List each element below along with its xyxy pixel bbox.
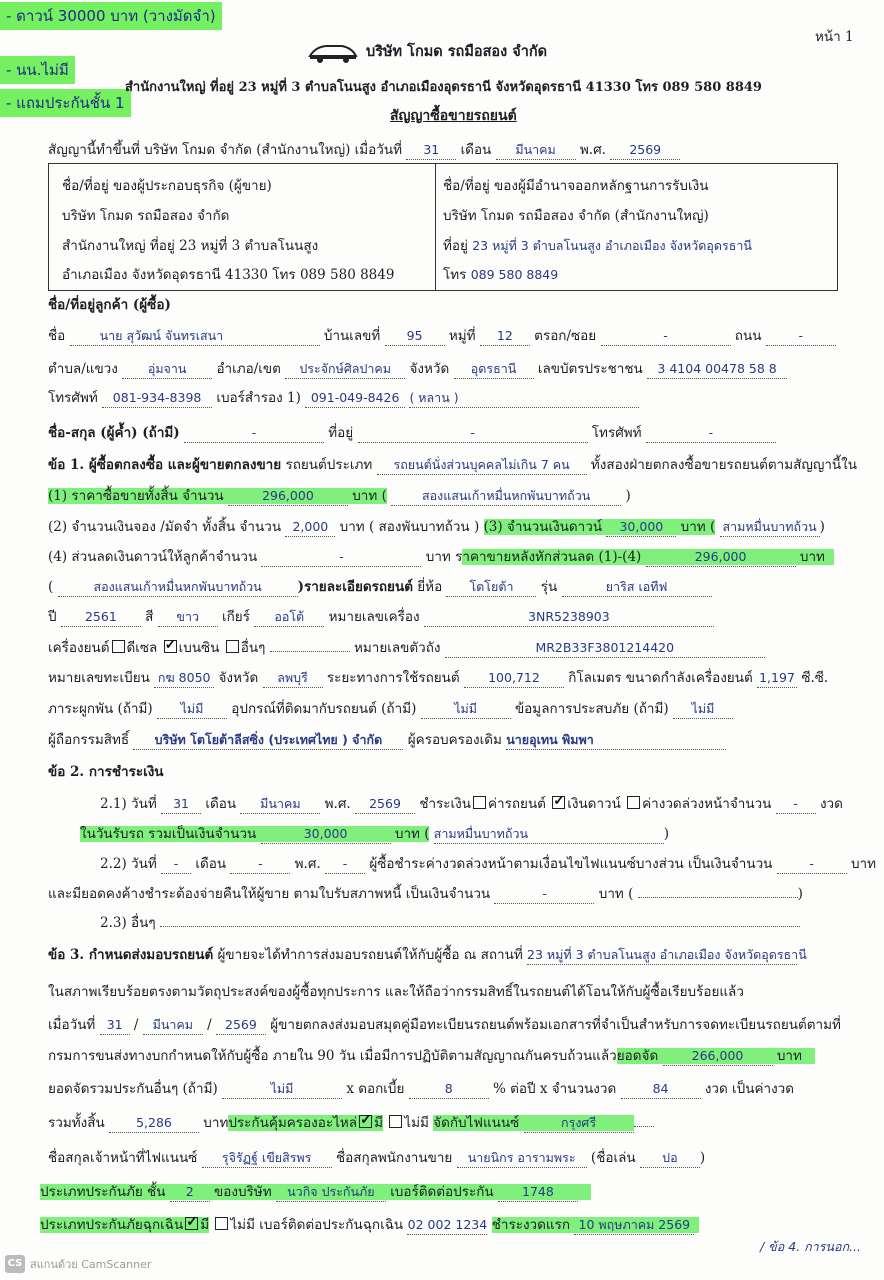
- installment-row: รวมทั้งสิ้น 5,286 บาทประกันคุ้มครองอะไหล่✓ มี ไม่มี จัดกับไฟแนนซ์ กรุงศรี: [48, 1114, 654, 1133]
- seller-right-2: บริษัท โกมด รถมือสอง จำกัด (สำนักงานใหญ่): [443, 208, 709, 224]
- diesel-checkbox[interactable]: [112, 640, 125, 653]
- parts-insurance-no-checkbox[interactable]: [389, 1115, 402, 1128]
- seller-left-3: สำนักงานใหญ่ ที่อยู่ 23 หมู่ที่ 3 ตำบลโนนสูง: [62, 238, 319, 254]
- company-name: บริษัท โกมด รถมือสอง จำกัด: [366, 43, 548, 60]
- engine-type-row: เครื่องยนต์ ดีเซล ✓ เบนซิน อื่นๆ หมายเลขตัวถัง MR2B33F3801214420: [48, 639, 765, 658]
- car-year-row: ปี 2561 สี ขาว เกียร์ ออโต้ หมายเลขเครื่อง 3NR5238903: [48, 608, 714, 627]
- advance-installment-checkbox[interactable]: [627, 796, 640, 809]
- payment-2-2-row: 2.2) วันที่ - เดือน - พ.ศ. - ผู้ซื้อชำระค่างวดล่วงหน้าตามเงื่อนไขไฟแนนซ์บางส่วน เป็นเงินจำนวน - บาท: [100, 856, 877, 872]
- plate-row: หมายเลขทะเบียน กฆ 8050 จังหวัด ลพบุรี ระยะทางการใช้รถยนต์ 100,712 กิโลเมตร ขนาดกำลังเครื่องยนต์ 1,197 ซี.ซี.: [48, 670, 829, 686]
- emergency-insurance-row: ประเภทประกันภัยฉุกเฉิน✓ มี ไม่มี เบอร์ติดต่อประกันฉุกเฉิน 02 002 1234 ชำระงวดแรก 10 พฤษภาคม 2569: [40, 1216, 699, 1235]
- company-address: สำนักงานใหญ่ ที่อยู่ 23 หมู่ที่ 3 ตำบลโนนสูง อำเภอเมืองอุดรธานี จังหวัดอุดรธานี 41330 โทร 089 580 8849: [125, 80, 762, 95]
- seller-right-tel: โทร 089 580 8849: [443, 267, 559, 283]
- document-title: สัญญาซื้อขายรถยนต์: [390, 108, 517, 124]
- note-3: - แถมประกันชั้น 1: [0, 89, 131, 117]
- interest-row: ยอดจัดรวมประกันอื่นๆ (ถ้ามี) ไม่มี x ดอกเบี้ย 8 % ต่อปี x จำนวนงวด 84 งวด เป็นค่างวด: [48, 1081, 795, 1097]
- clause2-heading: ข้อ 2. การชำระเงิน: [48, 764, 164, 780]
- footer-text: สแกนด้วย CamScanner: [30, 1258, 152, 1271]
- burden-row: ภาระผูกพัน (ถ้ามี) ไม่มี อุปกรณ์ที่ติดมากับรถยนต์ (ถ้ามี) ไม่มี ข้อมูลการประสบภัย (ถ้ามี) ไม่มี: [48, 700, 733, 719]
- seller-left-1: ชื่อ/ที่อยู่ ของผู้ประกอบธุรกิจ (ผู้ขาย): [62, 178, 272, 194]
- camscanner-logo: CS: [5, 1255, 25, 1273]
- down-payment-checkbox[interactable]: [552, 796, 565, 809]
- car-price-checkbox[interactable]: [473, 796, 486, 809]
- emergency-yes-checkbox[interactable]: [185, 1217, 198, 1230]
- clause3-line2: ในสภาพเรียบร้อยตรงตามวัตถุประสงค์ของผู้ซื้อทุกประการ และให้ถือว่ากรรมสิทธิ์ในรถยนต์ได้โอนให้กับผู้ซื้อเรียบร้อยแล้ว: [48, 984, 744, 1000]
- seller-right-address: ที่อยู่ 23 หมู่ที่ 3 ตำบลโนนสูง อำเภอเมือง จังหวัดอุดรธานี: [443, 238, 752, 254]
- clause3-date-row: เมื่อวันที่ 31 / มีนาคม / 2569 ผู้ขายตกลงส่งมอบสมุดคู่มือทะเบียนรถยนต์พร้อมเอกสารที่จำเป็นสำหรับการจดทะเบียนรถยนต์ตามที่: [48, 1017, 841, 1033]
- officer-row: ชื่อสกุลเจ้าหน้าที่ไฟแนนซ์ รุจิรัฏฐ์ เขียสิรพร ชื่อสกุลพนักงานขาย นายนิกร อารามพระ (ชื่อเล่น ปอ ): [48, 1150, 706, 1166]
- emergency-no-checkbox[interactable]: [215, 1217, 228, 1230]
- seller-left-2: บริษัท โกมด รถมือสอง จำกัด: [62, 208, 230, 224]
- continue-note: / ข้อ 4. การนอก...: [760, 1239, 861, 1254]
- seller-right-1: ชื่อ/ที่อยู่ ของผู้มีอำนาจออกหลักฐานการรับเงิน: [443, 178, 709, 194]
- buyer-tel-row: โทรศัพท์ 081-934-8398 เบอร์สำรอง 1) 091-049-8426 ( หลาน ): [48, 389, 639, 408]
- buyer-name-row: ชื่อ นาย สุวัฒน์ จันทรเสนา บ้านเลขที่ 95 หมู่ที่ 12 ตรอก/ซอย - ถนน -: [48, 327, 836, 346]
- payment-2-2-balance-row: และมียอดคงค้างชำระต้องจ่ายคืนให้ผู้ขาย ตามใบรับสภาพหนี้ เป็นเงินจำนวน - บาท ( ): [48, 886, 803, 902]
- car-detail-row: ( สองแสนเก้าหมื่นหกพันบาทถ้วน )รายละเอียดรถยนต์ ยี่ห้อ โตโยต้า รุ่น ยาริส เอทีฟ: [48, 578, 712, 597]
- note-1: - ดาวน์ 30000 บาท (วางมัดจำ): [0, 2, 222, 30]
- contract-intro: สัญญานี้ทำขึ้นที่ บริษัท โกมด จำกัด (สำนักงานใหญ่) เมื่อวันที่ 31 เดือน มีนาคม พ.ศ. 2569: [48, 141, 680, 160]
- deposit-down-row: (2) จำนวนเงินจอง /มัดจำ ทั้งสิ้น จำนวน 2,000 บาท ( สองพันบาทถ้วน ) (3) จำนวนเงินดาวน์ 30,000 บาท ( สามหมื่นบาทถ้วน ): [48, 519, 825, 535]
- clause3-finance-row: กรมการขนส่งทางบกกำหนดให้กับผู้ซื้อ ภายใน 90 วัน เมื่อมีการปฏิบัติตามสัญญาณกันครบถ้วนแล้วยอดจัด 266,000 บาท: [48, 1047, 815, 1066]
- page-number: หน้า 1: [815, 29, 854, 45]
- note-2: - นน.ไม่มี: [0, 56, 75, 84]
- clause3-heading-row: ข้อ 3. กำหนดส่งมอบรถยนต์ ผู้ขายจะได้ทำการส่งมอบรถยนต์ให้กับผู้ซื้อ ณ สถานที่ 23 หมู่ที่ 3 ตำบลโนนสูง อำเภอเมือง จังหวัดอุดรธานี: [48, 947, 807, 963]
- company-logo: [306, 40, 360, 66]
- other-fuel-checkbox[interactable]: [226, 640, 239, 653]
- buyer-heading: ชื่อ/ที่อยู่ลูกค้า (ผู้ซื้อ): [48, 297, 171, 313]
- clause1-heading-row: ข้อ 1. ผู้ซื้อตกลงซื้อ และผู้ขายตกลงขาย รถยนต์ประเภท รถยนต์นั่งส่วนบุคคลไม่เกิน 7 คน ทั้งสองฝ่ายตกลงซื้อขายรถยนต์ตามสัญญานี้ใน: [48, 457, 857, 473]
- benzin-checkbox[interactable]: [164, 640, 177, 653]
- insurance-class-row: ประเภทประกันภัย ชั้น 2 ของบริษัท นวกิจ ประกันภัย เบอร์ติดต่อประกัน 1748: [40, 1183, 591, 1202]
- parts-insurance-yes-checkbox[interactable]: [359, 1115, 372, 1128]
- owner-row: ผู้ถือกรรมสิทธิ์ บริษัท โตโยต้าลีสซิ่ง (ประเทศไทย ) จำกัด ผู้ครอบครองเดิม นายอุเทน พิมพา: [48, 731, 726, 750]
- seller-left-4: อำเภอเมือง จังหวัดอุดรธานี 41330 โทร 089 580 8849: [62, 267, 395, 283]
- payment-2-1-total-row: ในวันรับรถ รวมเป็นเงินจำนวน 30,000 บาท ( สามหมื่นบาทถ้วน ): [80, 826, 670, 842]
- discount-row: (4) ส่วนลดเงินดาวน์ให้ลูกค้าจำนวน - บาท ราคาขายหลังหักส่วนลด (1)-(4) 296,000 บาท: [48, 548, 834, 567]
- buyer-address-row: ตำบล/แขวง อุ่มจาน อำเภอ/เขต ประจักษ์ศิลปาคม จังหวัด อุดรธานี เลขบัตรประชาชน 3 4104 00478 58 8: [48, 360, 787, 379]
- payment-2-3-row: 2.3) อื่นๆ: [100, 914, 800, 932]
- price-total-row: (1) ราคาซื้อขายทั้งสิ้น จำนวน 296,000 บาท ( สองแสนเก้าหมื่นหกพันบาทถ้วน ): [48, 488, 631, 504]
- payment-2-1-row: 2.1) วันที่ 31 เดือน มีนาคม พ.ศ. 2569 ชำระเงิน ค่ารถยนต์ ✓ เงินดาวน์ ค่างวดล่วงหน้าจำนวน - งวด: [100, 795, 843, 814]
- guarantor-row: ชื่อ-สกุล (ผู้ค้ำ) (ถ้ามี) - ที่อยู่ - โทรศัพท์ -: [48, 424, 776, 443]
